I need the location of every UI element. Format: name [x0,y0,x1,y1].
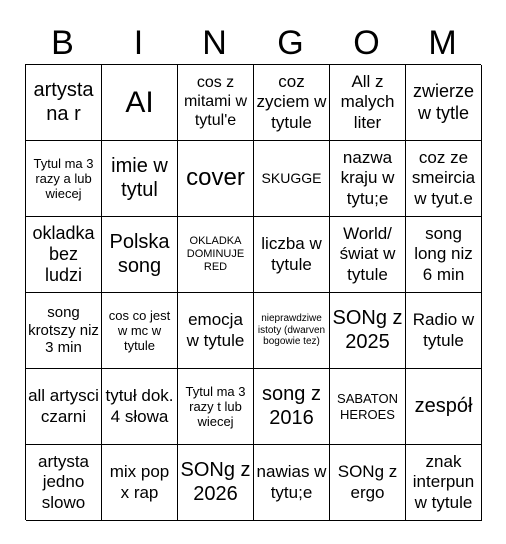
bingo-cell[interactable]: Polska song [102,217,178,293]
bingo-cell[interactable]: emocja w tytule [178,293,254,369]
bingo-board [25,64,481,520]
bingo-cell[interactable]: SKUGGE [254,141,330,217]
bingo-cell[interactable]: SABATON HEROES [330,369,406,445]
bingo-cell[interactable]: all artysci czarni [26,369,102,445]
bingo-cell[interactable]: song krotszy niz 3 min [26,293,102,369]
bingo-cell[interactable]: cos z mitami w tytul'e [178,65,254,141]
bingo-cell[interactable]: song long niz 6 min [406,217,482,293]
bingo-cell[interactable]: AI [102,65,178,141]
bingo-cell[interactable]: Tytul ma 3 razy t lub wiecej [178,369,254,445]
bingo-cell[interactable]: coz ze smeircia w tyut.e [406,141,482,217]
header-letter-g: G [277,23,305,62]
bingo-cell[interactable]: OKLADKA DOMINUJE RED [178,217,254,293]
bingo-cell[interactable]: nawias w tytu;e [254,445,330,521]
bingo-cell[interactable]: artysta jedno slowo [26,445,102,521]
bingo-cell[interactable]: nazwa kraju w tytu;e [330,141,406,217]
header-letter-b: B [51,23,75,62]
bingo-cell[interactable]: mix pop x rap [102,445,178,521]
header-letter-o: O [353,23,381,62]
bingo-cell[interactable]: cos co jest w mc w tytule [102,293,178,369]
header-letter-m: M [428,23,458,62]
bingo-cell[interactable]: cover [178,141,254,217]
bingo-cell[interactable]: World/ świat w tytule [330,217,406,293]
bingo-cell[interactable]: Radio w tytule [406,293,482,369]
bingo-cell[interactable]: coz zyciem w tytule [254,65,330,141]
bingo-cell[interactable]: znak interpun w tytule [406,445,482,521]
header-letter-n: N [202,23,228,62]
bingo-cell[interactable]: SONg z 2026 [178,445,254,521]
bingo-cell[interactable]: zwierze w tytle [406,65,482,141]
bingo-cell[interactable]: imie w tytul [102,141,178,217]
bingo-cell[interactable]: okladka bez ludzi [26,217,102,293]
bingo-cell[interactable]: liczba w tytule [254,217,330,293]
bingo-cell[interactable]: SONg z ergo [330,445,406,521]
bingo-cell[interactable]: Tytul ma 3 razy a lub wiecej [26,141,102,217]
bingo-cell[interactable]: tytuł dok. 4 słowa [102,369,178,445]
header-letter-i: I [133,23,145,62]
bingo-cell[interactable]: artysta na r [26,65,102,141]
bingo-cell[interactable]: song z 2016 [254,369,330,445]
bingo-header [25,22,481,64]
bingo-cell[interactable]: SONg z 2025 [330,293,406,369]
bingo-cell[interactable]: nieprawdziwe istoty (dwarven bogowie tez) [254,293,330,369]
bingo-cell[interactable]: All z malych liter [330,65,406,141]
bingo-cell[interactable]: zespół [406,369,482,445]
